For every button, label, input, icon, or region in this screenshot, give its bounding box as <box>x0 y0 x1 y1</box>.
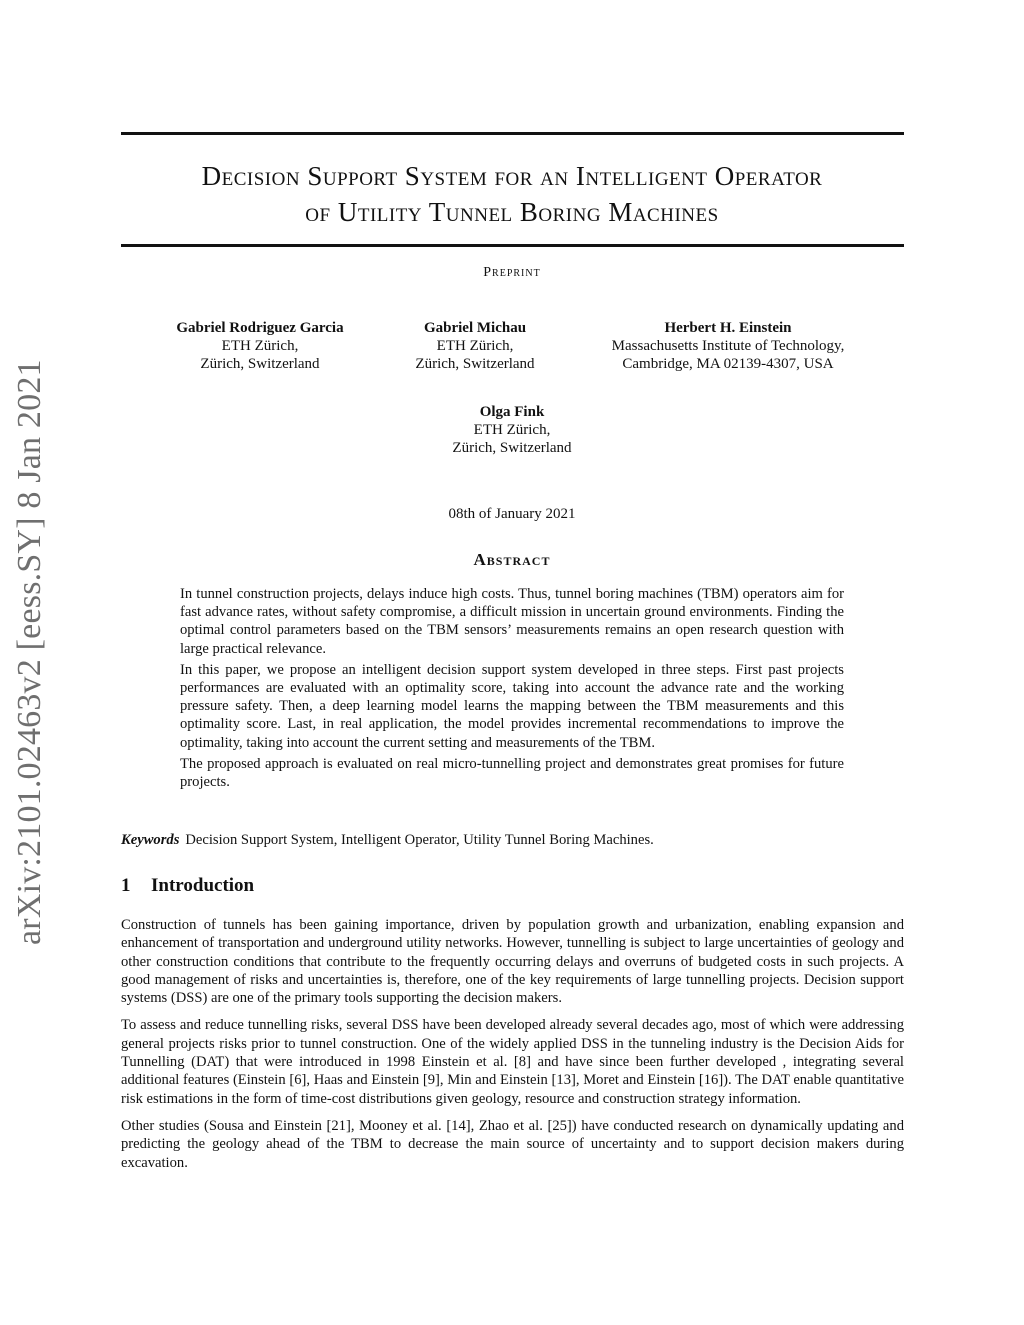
author-affiliation: ETH Zürich, <box>221 338 299 354</box>
author-name: Herbert H. Einstein <box>664 320 792 336</box>
body-paragraph: Construction of tunnels has been gaining importance, driven by population growth and urbanization, enabling expansion and enhancement of transportation and underground utility networks. However, tunnelling is subject to large uncertainties of geology and other construction conditions that contribute to the frequently occurring delays and overruns of budgeted costs in such projects. A good management of risks and uncertainties is, therefore, one of the key requirements of large tunnelling projects. Decision support systems (DSS) are one of the primary tools supporting the decision makers. <box>121 917 904 1007</box>
author-block <box>422 403 602 457</box>
abstract-paragraph: The proposed approach is evaluated on real micro-tunnelling project and demonstrates great promises for future projects. <box>180 755 844 791</box>
author-location: Zürich, Switzerland <box>415 356 535 372</box>
paper-title <box>100 158 924 230</box>
section-heading <box>121 875 254 897</box>
preprint-label: Preprint <box>483 265 541 280</box>
keywords-label: Keywords <box>121 832 180 848</box>
keywords-text: Decision Support System, Intelligent Operator, Utility Tunnel Boring Machines. <box>185 832 654 848</box>
author-name: Gabriel Michau <box>423 320 527 336</box>
author-location: Zürich, Switzerland <box>452 440 572 456</box>
abstract-paragraph: In this paper, we propose an intelligent decision support system developed in three steps. First past projects performances are evaluated with an optimality score, taking into account the advance rate and the working pressure safety. Then, a deep learning model learns the mapping between the TBM measurements and this optimality score. Last, in real application, the model provides incremental recommendations to improve the optimality, taking into account the current setting and measurements of the TBM. <box>180 661 844 751</box>
author-location: Cambridge, MA 02139-4307, USA <box>622 356 834 372</box>
body-paragraph: Other studies (Sousa and Einstein [21], Mooney et al. [14], Zhao et al. [25]) have conducted research on dynamically updating and predicting the geology ahead of the TBM to decrease the main source of uncertainty and to support decision makers during excavation. <box>121 1117 904 1171</box>
title-top-rule <box>121 132 904 135</box>
title-line-1: Decision Support System for an Intelligent Operator <box>201 161 823 191</box>
body-paragraph: To assess and reduce tunnelling risks, several DSS have been developed already several decades ago, most of which were addressing general projects risks prior to tunnel construction. One of the widely applied DSS in the tunneling industry is the Decision Aids for Tunnelling (DAT) that were introduced in 1998 Einstein et al. [8] and have since been further developed , integrating several additional features (Einstein [6], Haas and Einstein [9], Min and Einstein [13], Moret and Einstein [16]). The DAT enable quantitative risk estimations in the form of time-cost distributions given geology, resource and construction strategy information. <box>121 1017 904 1107</box>
section-title: Introduction <box>151 875 255 896</box>
abstract-body <box>180 585 844 794</box>
author-name: Olga Fink <box>479 404 545 420</box>
publication-date: 08th of January 2021 <box>448 506 576 522</box>
author-location: Zürich, Switzerland <box>200 356 320 372</box>
title-bottom-rule <box>121 244 904 247</box>
author-name: Gabriel Rodriguez Garcia <box>176 320 344 336</box>
arxiv-identifier: arXiv:2101.02463v2 [eess.SY] 8 Jan 2021 <box>11 359 48 945</box>
author-affiliation: Massachusetts Institute of Technology, <box>611 338 845 354</box>
section-body <box>121 916 904 1181</box>
abstract-paragraph: In tunnel construction projects, delays induce high costs. Thus, tunnel boring machines (TBM) operators aim for fast advance rates, without safety compromise, a difficult mission in uncertain ground environments. Finding the optimal control parameters based on the TBM sensors’ measurements remains an open research question with large practical relevance. <box>180 586 844 657</box>
author-affiliation: ETH Zürich, <box>473 422 551 438</box>
author-affiliation: ETH Zürich, <box>436 338 514 354</box>
author-block <box>390 319 560 373</box>
section-number: 1 <box>121 875 131 896</box>
title-line-2: of Utility Tunnel Boring Machines <box>305 197 719 227</box>
author-block <box>588 319 868 373</box>
keywords <box>121 831 904 849</box>
author-block <box>150 319 370 373</box>
abstract-heading: Abstract <box>473 550 551 569</box>
